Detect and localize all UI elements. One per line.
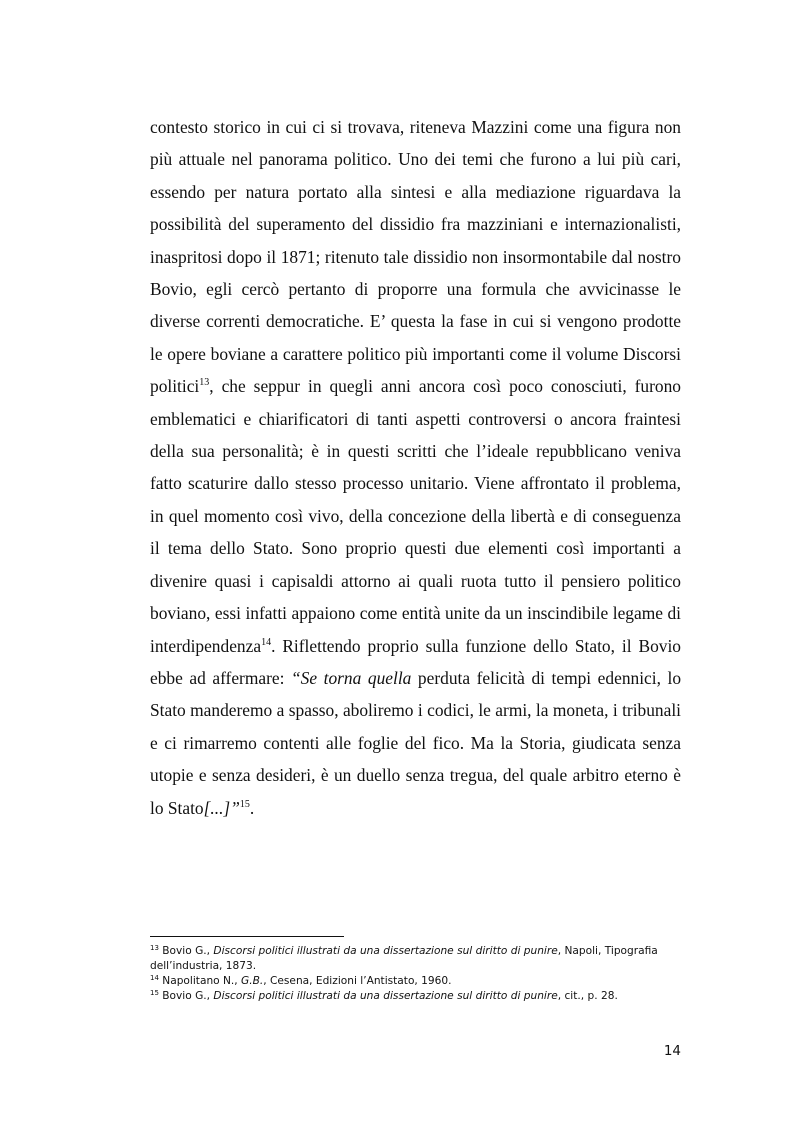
quote-ellipsis-italic: [...]” — [203, 797, 240, 818]
footnote-13 — [150, 944, 681, 974]
footnote-number: 13 — [150, 944, 159, 952]
footnote-number: 15 — [150, 989, 159, 997]
footnote-details: , cit., p. 28. — [557, 990, 618, 1002]
footnotes — [150, 944, 681, 1004]
footnote-details: , Napoli, Tipografia dell’industria, 1873. — [150, 945, 658, 972]
footnote-ref-13[interactable]: 13 — [199, 377, 210, 389]
footnote-author: Bovio G., — [158, 990, 214, 1002]
footnote-author: Bovio G., — [158, 945, 214, 957]
footnote-author: Napolitano N., — [158, 975, 242, 987]
footnote-details: , Cesena, Edizioni l’Antistato, 1960. — [263, 975, 452, 987]
quote-body: perduta felicità di tempi edennici, lo Stato manderemo a spasso, aboliremo i codici, le armi, la moneta, i tribunali e ci rimarremo contenti alle foglie del fico. Ma la Storia, giudicata senza utopie e senza desideri, è un duello senza tregua, del quale arbitro eterno è lo Stato — [150, 667, 682, 818]
footnote-15 — [150, 989, 681, 1004]
footnote-title: G.B. — [241, 975, 264, 987]
body-paragraph — [150, 111, 681, 824]
footnote-ref-15[interactable]: 15 — [239, 798, 250, 810]
footnote-14 — [150, 974, 681, 989]
footnote-ref-14[interactable]: 14 — [261, 636, 272, 648]
body-text-part-2: , che seppur in quegli anni ancora così poco conosciuti, furono emblematici e chiarificatori di tanti aspetti controversi o ancora fraintesi della sua personalità; è in questi scritti che l’ideale repubblicano veniva fatto scaturire dallo stesso processo unitario. Viene affrontato il problema, in quel momento così vivo, della concezione della libertà e di conseguenza il tema dello Stato. Sono proprio questi due elementi così importanti a divenire quasi i capisaldi attorno ai quali ruota tutto il pensiero politico boviano, essi infatti appaiono come entità unite da un inscindibile legame di interdipendenza — [150, 376, 681, 656]
body-text-part-3: . Riflettendo proprio sulla funzione dello Stato, il Bovio ebbe ad affermare: — [150, 635, 681, 688]
final-period: . — [249, 797, 255, 818]
footnote-number: 14 — [150, 974, 159, 982]
footnote-separator — [150, 936, 344, 937]
body-text-part-1: contesto storico in cui ci si trovava, riteneva Mazzini come una figura non più attuale nel panorama politico. Uno dei temi che furono a lui più cari, essendo per natura portato alla sintesi e alla mediazione riguardava la possibilità del superamento del dissidio fra mazziniani e internazionalisti, inaspritosi dopo il 1871; ritenuto tale dissidio non insormontabile dal nostro Bovio, egli cercò pertanto di proporre una formula che avvicinasse le diverse correnti democratiche. E’ questa la fase in cui si vengono prodotte le opere boviane a carattere politico più importanti come il volume Discorsi politici — [150, 117, 681, 397]
page-number: 14 — [663, 1043, 681, 1059]
footnote-title: Discorsi politici illustrati da una dissertazione sul diritto di punire — [213, 990, 558, 1002]
footnote-title: Discorsi politici illustrati da una dissertazione sul diritto di punire — [213, 945, 558, 957]
quote-opening-italic: “Se torna quella — [291, 667, 412, 688]
